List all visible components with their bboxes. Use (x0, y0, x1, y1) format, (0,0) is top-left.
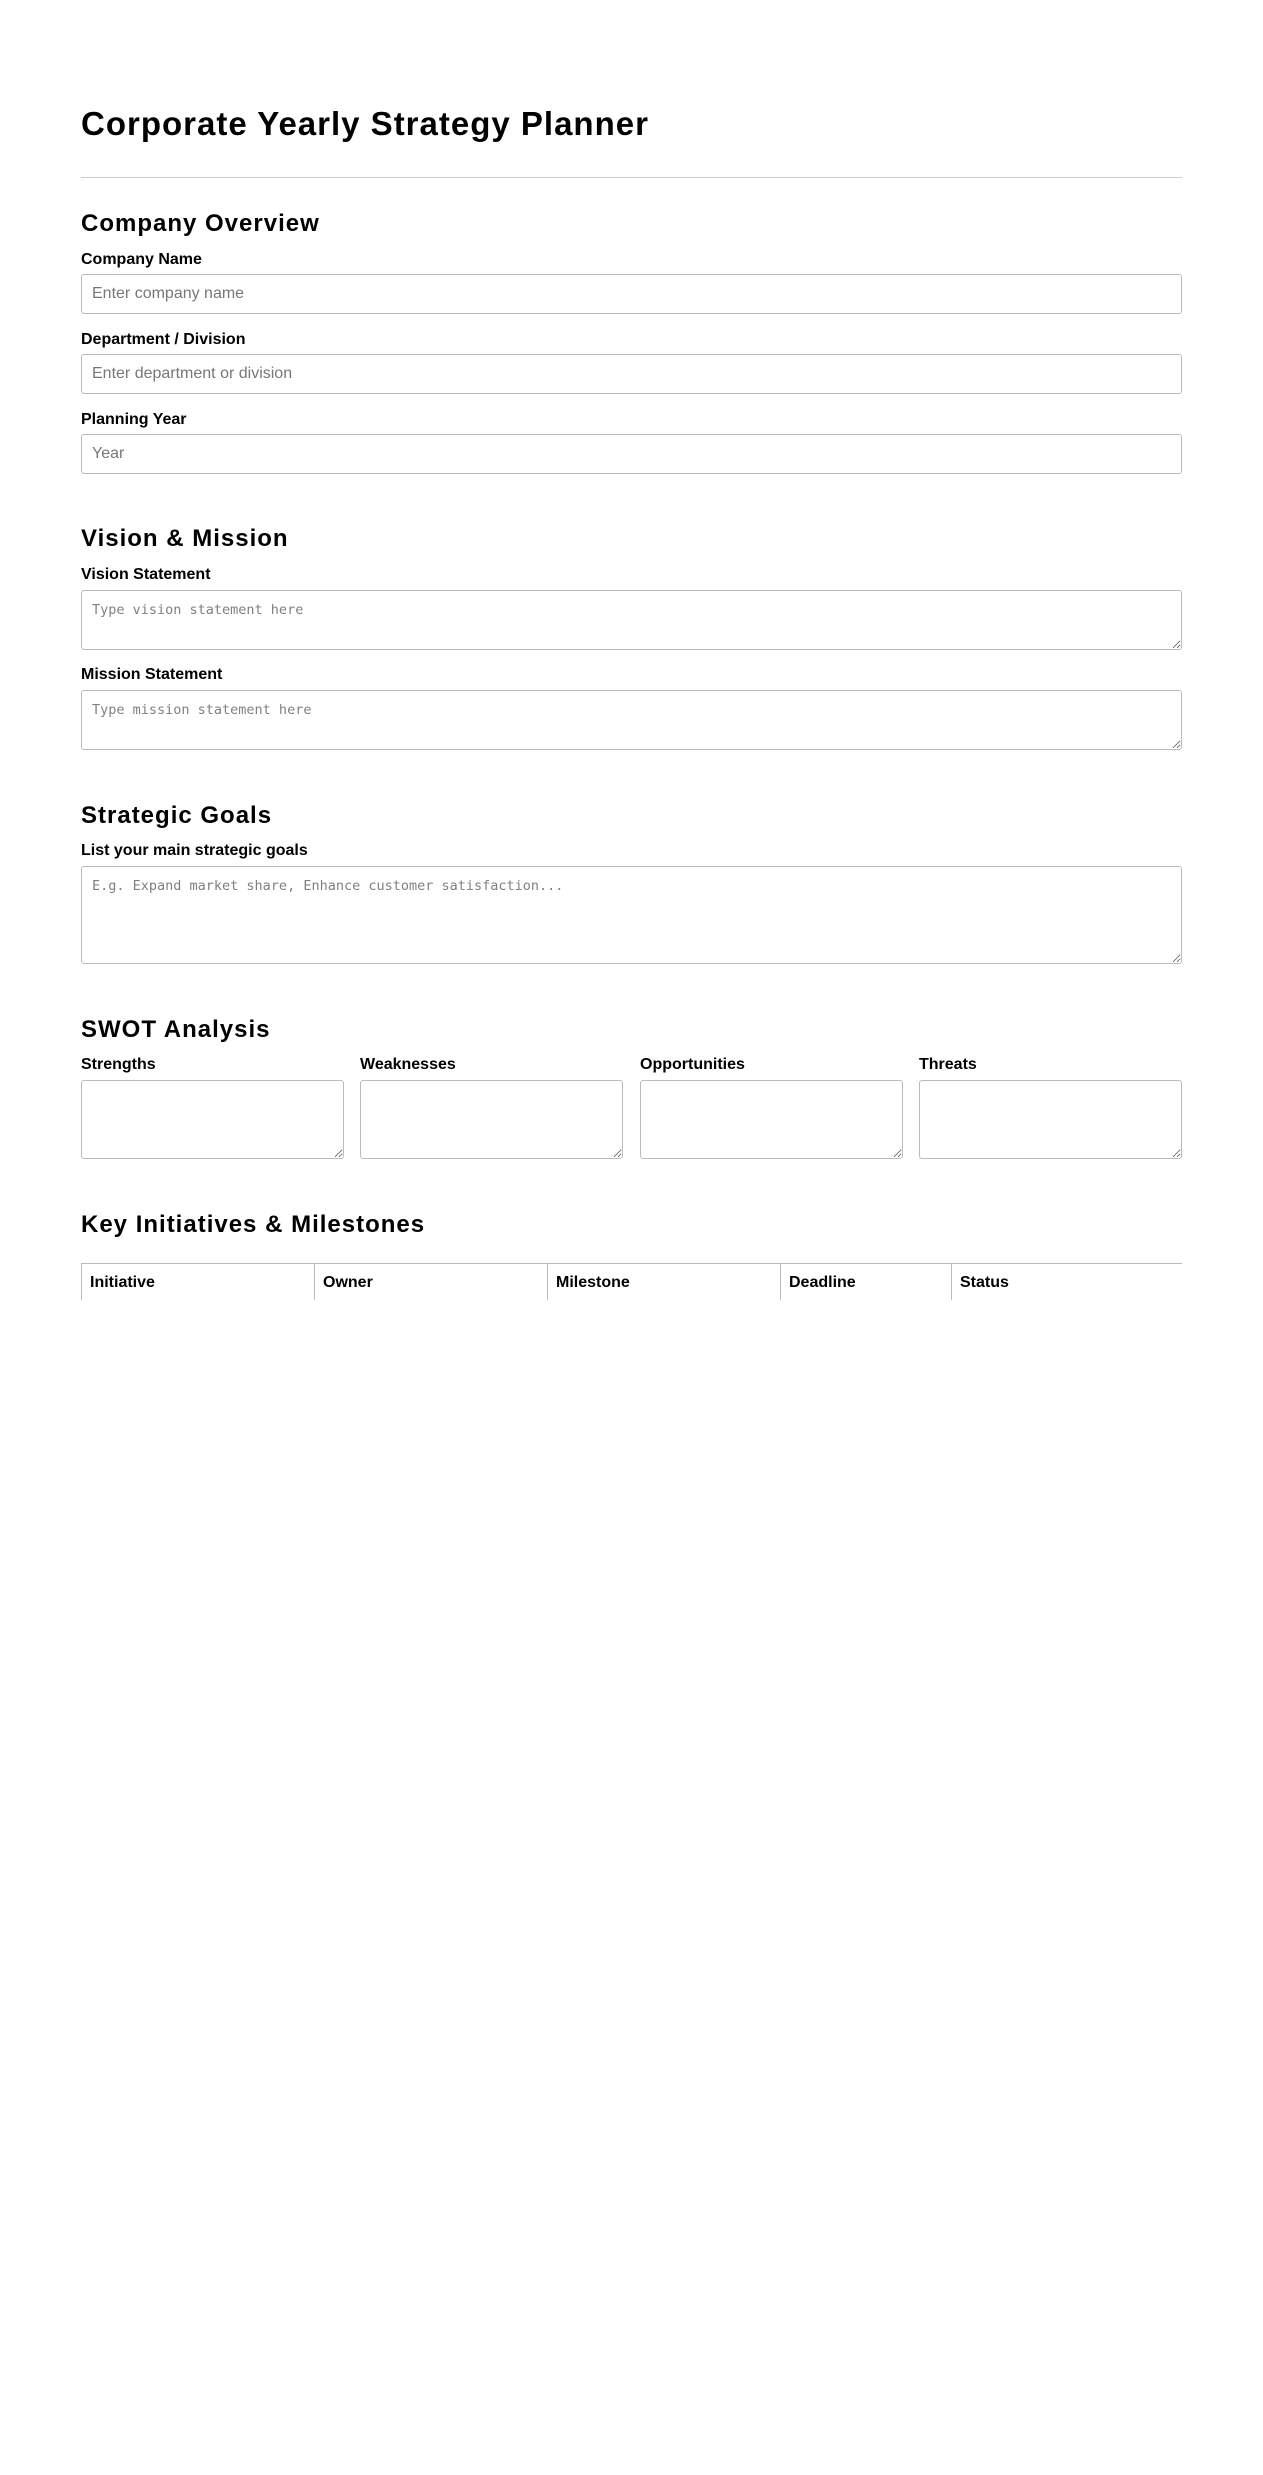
initiatives-heading: Key Initiatives & Milestones (81, 1211, 426, 1238)
department-label: Department / Division (81, 331, 246, 348)
mission-statement-label: Mission Statement (81, 666, 223, 683)
strategic-goals-label: List your main strategic goals (81, 842, 308, 859)
weaknesses-label: Weaknesses (360, 1056, 456, 1073)
column-header-status: Status (952, 1264, 1183, 1301)
vision-statement-textarea[interactable] (81, 590, 1182, 650)
threats-textarea[interactable] (919, 1080, 1182, 1159)
title-divider (81, 177, 1182, 178)
company-name-label: Company Name (81, 251, 202, 268)
table-header-row (82, 1264, 1183, 1301)
strengths-textarea[interactable] (81, 1080, 344, 1159)
strengths-label: Strengths (81, 1056, 156, 1073)
strategic-goals-heading: Strategic Goals (81, 802, 273, 829)
strategic-goals-textarea[interactable] (81, 866, 1182, 964)
vision-statement-label: Vision Statement (81, 566, 211, 583)
opportunities-label: Opportunities (640, 1056, 745, 1073)
mission-statement-textarea[interactable] (81, 690, 1182, 750)
column-header-deadline: Deadline (781, 1264, 952, 1301)
initiatives-table-container (81, 1263, 1182, 1300)
initiatives-table (81, 1263, 1182, 1300)
department-input[interactable] (81, 354, 1182, 394)
weaknesses-textarea[interactable] (360, 1080, 623, 1159)
vision-mission-heading: Vision & Mission (81, 525, 289, 552)
opportunities-textarea[interactable] (640, 1080, 903, 1159)
planning-year-label: Planning Year (81, 411, 187, 428)
company-overview-heading: Company Overview (81, 210, 320, 237)
column-header-milestone: Milestone (548, 1264, 781, 1301)
company-name-input[interactable] (81, 274, 1182, 314)
planning-year-input[interactable] (81, 434, 1182, 474)
column-header-initiative: Initiative (82, 1264, 315, 1301)
page-title: Corporate Yearly Strategy Planner (81, 105, 649, 142)
swot-heading: SWOT Analysis (81, 1016, 271, 1043)
column-header-owner: Owner (315, 1264, 548, 1301)
threats-label: Threats (919, 1056, 977, 1073)
